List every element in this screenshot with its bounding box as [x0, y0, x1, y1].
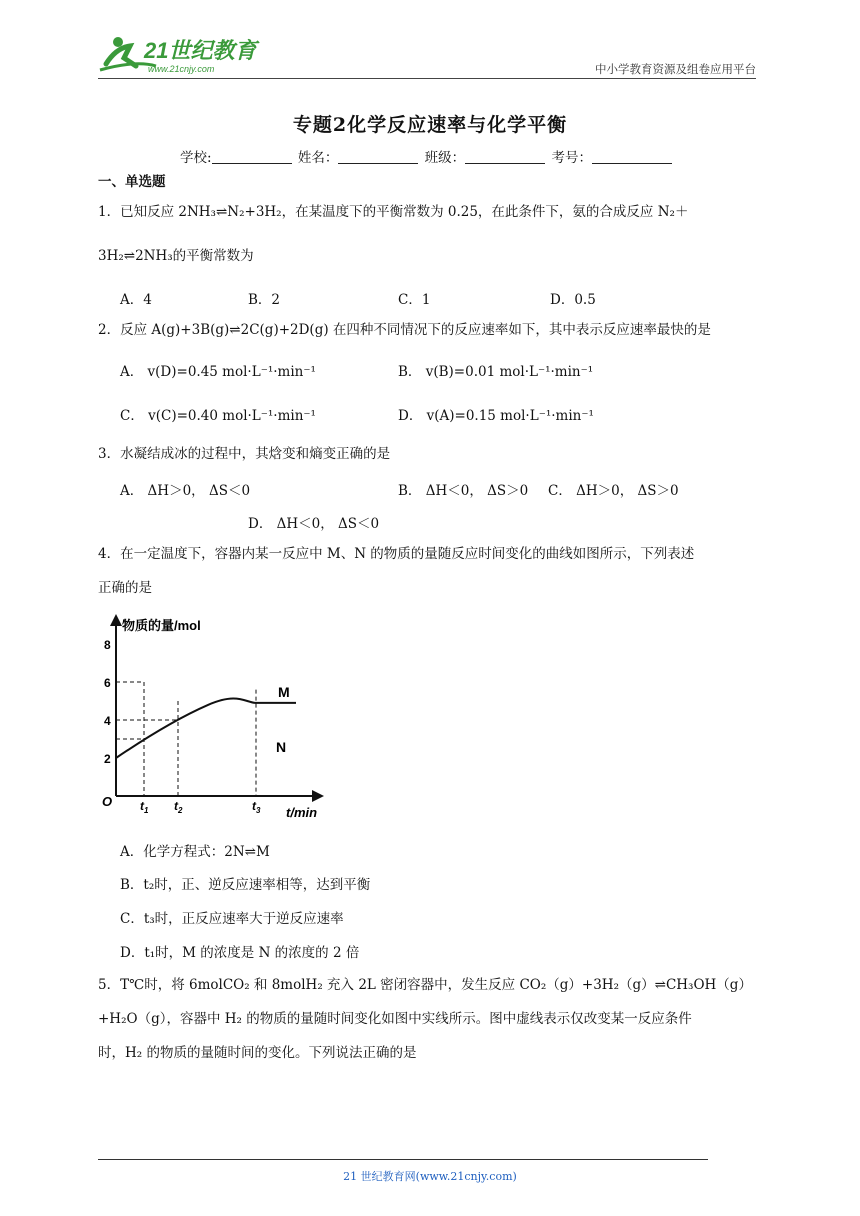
- class-blank[interactable]: [465, 149, 545, 164]
- y-tick-label: 8: [104, 638, 111, 652]
- header-tagline: 中小学教育资源及组卷应用平台: [595, 62, 756, 76]
- q2-option-a[interactable]: A． v(D)=0.45 mol·L⁻¹·min⁻¹: [120, 364, 316, 380]
- y-axis-label: 物质的量/mol: [122, 618, 201, 633]
- class-label: 班级：: [424, 150, 466, 166]
- q1-line2: 3H₂⇌2NH₃的平衡常数为: [98, 248, 254, 264]
- q3-option-d[interactable]: D． ΔH＜0， ΔS＜0: [248, 516, 380, 532]
- student-info-fields: [180, 146, 674, 166]
- exam-no-blank[interactable]: [592, 149, 672, 164]
- q4-option-c[interactable]: C．t₃时，正反应速率大于逆反应速率: [120, 911, 344, 927]
- y-tick-label: 6: [104, 676, 111, 690]
- x-tick-label: $t_2$: [174, 799, 183, 815]
- logo-text: 21世纪教育: [144, 38, 257, 63]
- q4-line2: 正确的是: [98, 580, 152, 596]
- q2-option-d[interactable]: D． v(A)=0.15 mol·L⁻¹·min⁻¹: [398, 408, 594, 424]
- series-n-label: N: [276, 739, 287, 755]
- name-blank[interactable]: [338, 149, 418, 164]
- q1-line1: 1．已知反应 2NH₃⇌N₂+3H₂，在某温度下的平衡常数为 0.25，在此条件下，氨的合成反应 N₂＋: [98, 204, 689, 220]
- q1-option-c[interactable]: C．1: [398, 292, 431, 308]
- origin-label: O: [102, 794, 113, 809]
- q1-option-a[interactable]: A．4: [120, 292, 152, 308]
- section-heading: 一、单选题: [98, 174, 166, 190]
- y-tick-label: 4: [104, 714, 111, 728]
- page-title: 专题2化学反应速率与化学平衡: [292, 114, 568, 136]
- chart-svg: [100, 614, 328, 824]
- series-m-label: M: [278, 683, 290, 700]
- footer-link[interactable]: 21 世纪教育网(www.21cnjy.com): [343, 1170, 517, 1183]
- q2-option-c[interactable]: C． v(C)=0.40 mol·L⁻¹·min⁻¹: [120, 408, 316, 424]
- site-logo[interactable]: [96, 30, 266, 78]
- q4-option-b[interactable]: B．t₂时，正、逆反应速率相等，达到平衡: [120, 877, 371, 893]
- name-label: 姓名：: [297, 150, 339, 166]
- school-label: 学校:: [180, 150, 212, 166]
- q1-option-b[interactable]: B．2: [248, 292, 281, 308]
- x-tick-label: $t_3$: [252, 799, 261, 815]
- y-tick-label: 2: [104, 752, 111, 766]
- q3-option-c[interactable]: C． ΔH＞0， ΔS＞0: [548, 483, 679, 499]
- q4-option-a[interactable]: A．化学方程式：2N⇌M: [120, 844, 270, 860]
- q4-line1: 4．在一定温度下，容器内某一反应中 M、N 的物质的量随反应时间变化的曲线如图所示，下列表述: [98, 546, 695, 562]
- exam-no-label: 考号：: [551, 150, 592, 166]
- q1-option-d[interactable]: D．0.5: [550, 292, 596, 308]
- q2-stem: 2．反应 A(g)+3B(g)⇌2C(g)+2D(g) 在四种不同情况下的反应速率如下，其中表示反应速率最快的是: [98, 322, 711, 338]
- header-divider: [98, 78, 756, 79]
- q2-option-b[interactable]: B． v(B)=0.01 mol·L⁻¹·min⁻¹: [398, 364, 594, 380]
- q3-option-b[interactable]: B． ΔH＜0， ΔS＞0: [398, 483, 529, 499]
- q5-line3: 时，H₂ 的物质的量随时间的变化。下列说法正确的是: [98, 1045, 417, 1061]
- mole-time-chart: [100, 614, 328, 824]
- series-m-line: [116, 699, 296, 758]
- q4-option-d[interactable]: D．t₁时，M 的浓度是 N 的浓度的 2 倍: [120, 945, 360, 961]
- school-blank[interactable]: [212, 149, 292, 164]
- q3-option-a[interactable]: A． ΔH＞0， ΔS＜0: [120, 483, 251, 499]
- q5-line2: +H₂O（g），容器中 H₂ 的物质的量随时间变化如图中实线所示。图中虚线表示仅改变某一反应条件: [98, 1011, 692, 1027]
- footer-divider: [98, 1159, 708, 1160]
- q5-line1: 5．T℃时，将 6molCO₂ 和 8molH₂ 充入 2L 密闭容器中，发生反应 CO₂（g）+3H₂（g）⇌CH₃OH（g）: [98, 977, 752, 993]
- x-axis-label: t/min: [286, 805, 318, 820]
- q3-stem: 3．水凝结成冰的过程中，其焓变和熵变正确的是: [98, 446, 391, 462]
- x-tick-label: $t_1$: [140, 799, 149, 815]
- logo-url: www.21cnjy.com: [148, 64, 215, 74]
